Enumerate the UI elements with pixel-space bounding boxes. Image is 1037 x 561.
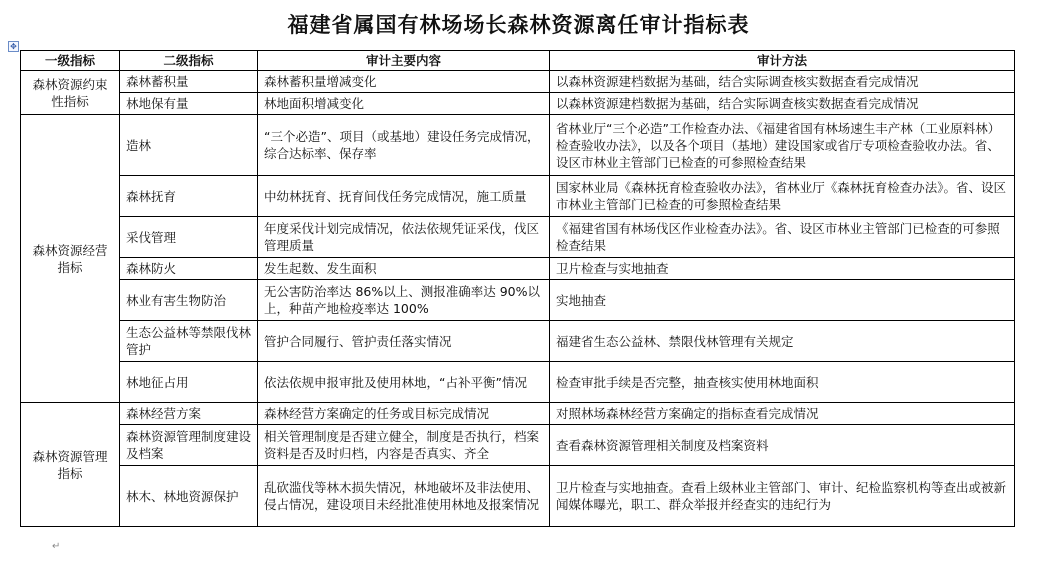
method-cell: 福建省生态公益林、禁限伐林管理有关规定 (550, 321, 1015, 362)
content-cell: 相关管理制度是否建立健全，制度是否执行，档案资料是否及时归档，内容是否真实、齐全 (258, 425, 550, 466)
method-cell: 实地抽查 (550, 280, 1015, 321)
method-cell: 以森林资源建档数据为基础，结合实际调查核实数据查看完成情况 (550, 71, 1015, 93)
table-row (21, 466, 1015, 527)
table-row (21, 71, 1015, 93)
content-cell: 发生起数、发生面积 (258, 258, 550, 280)
content-cell: 森林经营方案确定的任务或目标完成情况 (258, 403, 550, 425)
level2-cell: 森林资源管理制度建设及档案 (120, 425, 258, 466)
method-cell: 卫片检查与实地抽查。查看上级林业主管部门、审计、纪检监察机构等查出或被新闻媒体曝光，职工、群众举报并经查实的违纪行为 (550, 466, 1015, 527)
level2-cell: 林业有害生物防治 (120, 280, 258, 321)
content-cell: “三个必造”、项目（或基地）建设任务完成情况，综合达标率、保存率 (258, 115, 550, 176)
method-cell: 卫片检查与实地抽查 (550, 258, 1015, 280)
level2-cell: 森林经营方案 (120, 403, 258, 425)
method-cell: 省林业厅“三个必造”工作检查办法、《福建省国有林场速生丰产林（工业原料林）检查验收办法》，以及各个项目（基地）建设国家或省厅专项检查验收办法。省、设区市林业主管部门已检查的可参照检查结果 (550, 115, 1015, 176)
paragraph-mark-icon: ↵ (52, 541, 61, 552)
header-level2: 二级指标 (120, 51, 258, 71)
level2-cell: 森林防火 (120, 258, 258, 280)
content-cell: 无公害防治率达 86%以上、测报准确率达 90%以上，种苗产地检疫率达 100% (258, 280, 550, 321)
method-cell: 查看森林资源管理相关制度及档案资料 (550, 425, 1015, 466)
table-row (21, 176, 1015, 217)
level2-cell: 生态公益林等禁限伐林管护 (120, 321, 258, 362)
table-row (21, 403, 1015, 425)
header-content: 审计主要内容 (258, 51, 550, 71)
level2-cell: 林地保有量 (120, 93, 258, 115)
level2-cell: 造林 (120, 115, 258, 176)
level2-cell: 森林抚育 (120, 176, 258, 217)
level1-cell: 森林资源管理指标 (21, 403, 120, 527)
table-header-row (21, 51, 1015, 71)
level1-cell: 森林资源经营指标 (21, 115, 120, 403)
table-row (21, 321, 1015, 362)
level2-cell: 林地征占用 (120, 362, 258, 403)
level2-cell: 森林蓄积量 (120, 71, 258, 93)
content-cell: 年度采伐计划完成情况，依法依规凭证采伐，伐区管理质量 (258, 217, 550, 258)
page-title: 福建省属国有林场场长森林资源离任审计指标表 (287, 12, 750, 37)
header-method: 审计方法 (550, 51, 1015, 71)
method-cell: 以森林资源建档数据为基础，结合实际调查核实数据查看完成情况 (550, 93, 1015, 115)
content-cell: 乱砍滥伐等林木损失情况，林地破坏及非法使用、侵占情况，建设项目未经批准使用林地及报案情况 (258, 466, 550, 527)
table-row (21, 362, 1015, 403)
content-cell: 林地面积增减变化 (258, 93, 550, 115)
method-cell: 检查审批手续是否完整，抽查核实使用林地面积 (550, 362, 1015, 403)
table-row (21, 115, 1015, 176)
table-row (21, 217, 1015, 258)
content-cell: 管护合同履行、管护责任落实情况 (258, 321, 550, 362)
method-cell: 《福建省国有林场伐区作业检查办法》。省、设区市林业主管部门已检查的可参照检查结果 (550, 217, 1015, 258)
level2-cell: 林木、林地资源保护 (120, 466, 258, 527)
table-row (21, 93, 1015, 115)
table-row (21, 258, 1015, 280)
audit-indicator-table (20, 50, 1015, 527)
level2-cell: 采伐管理 (120, 217, 258, 258)
table-move-handle-icon[interactable]: ✥ (8, 41, 19, 52)
level1-cell: 森林资源约束性指标 (21, 71, 120, 115)
table-row (21, 425, 1015, 466)
table-row (21, 280, 1015, 321)
method-cell: 国家林业局《森林抚育检查验收办法》，省林业厅《森林抚育检查办法》。省、设区市林业主管部门已检查的可参照检查结果 (550, 176, 1015, 217)
content-cell: 依法依规申报审批及使用林地，“占补平衡”情况 (258, 362, 550, 403)
content-cell: 中幼林抚育、抚育间伐任务完成情况，施工质量 (258, 176, 550, 217)
header-level1: 一级指标 (21, 51, 120, 71)
method-cell: 对照林场森林经营方案确定的指标查看完成情况 (550, 403, 1015, 425)
content-cell: 森林蓄积量增减变化 (258, 71, 550, 93)
